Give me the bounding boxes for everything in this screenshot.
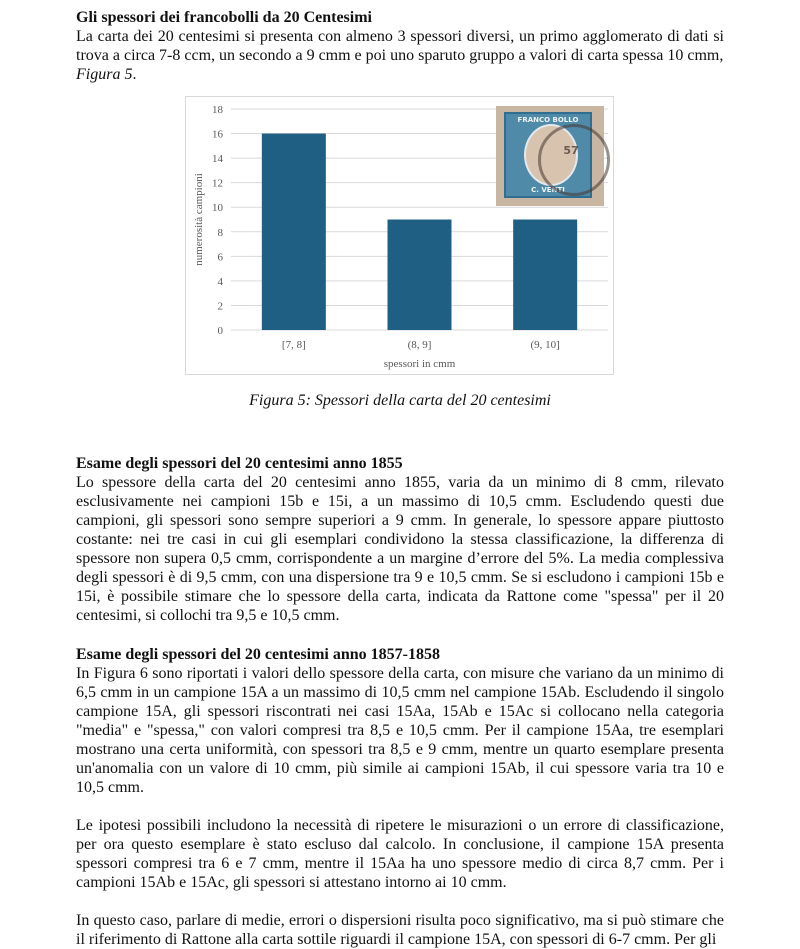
figure-caption: Figura 5: Spessori della carta del 20 centesimi <box>249 392 551 409</box>
section-heading-1855: Esame degli spessori del 20 centesimi anno 1855 <box>76 455 403 472</box>
paragraph-intro-text: La carta dei 20 centesimi si presenta con almeno 3 spessori diversi, un primo agglomerato di dati si trova a circa 7-8 ccm, un secondo a 9 cmm e poi uno sparuto gruppo a valori di carta spessa 10 cmm, <box>76 28 724 64</box>
section-heading-1857-1858: Esame degli spessori del 20 centesimi anno 1857-1858 <box>76 646 440 663</box>
paragraph-1857-c: In questo caso, parlare di medie, errori o dispersioni risulta poco significativo, ma si può stimare che il riferimento di Rattone alla carta sottile riguardi il campione 15A, con spessori di 6-7 cmm. Per gli <box>76 912 724 948</box>
x-tick-label: [7, 8] <box>281 339 306 351</box>
figure-reference-period: . <box>132 66 137 83</box>
x-tick-label: (8, 9] <box>407 339 432 351</box>
paragraph-1855: Lo spessore della carta del 20 centesimi anno 1855, varia da un minimo di 8 cmm, rilevato esclusivamente nei campioni 15b e 15i, a un massimo di 10,5 cmm. Escludendo questi due campioni, gli spessori sono sempre superiori a 9 cmm. In generale, lo spessore appare piuttosto costante: nei tre casi in cui gli esemplari condividono la stessa classificazione, la differenza di spessore non supera 0,5 cmm, corrispondente a un margine d’errore del 5%. La media complessiva degli spessori è di 9,5 cmm, con una dispersione tra 9 e 10,5 cmm. Se si escludono i campioni 15b e 15i, è possibile stimare che lo spessore della carta, indicata da Rattone come "spessa" per il 20 centesimi, si collochi tra 9,5 e 10,5 cmm. <box>76 474 724 624</box>
postmark-cancel <box>538 124 610 196</box>
figure-reference: Figura 5 <box>76 66 133 83</box>
y-tick-label: 2 <box>217 300 223 313</box>
y-tick-label: 0 <box>217 325 223 337</box>
x-tick-label: (9, 10] <box>530 339 560 351</box>
y-tick-label: 10 <box>212 202 223 215</box>
postmark-date: 57 <box>563 144 579 157</box>
bar-1 <box>388 220 452 331</box>
paragraph-1857-b: Le ipotesi possibili includono la necessità di ripetere le misurazioni o un errore di classificazione, per ora questo esemplare è stato escluso dal calcolo. In conclusione, il campione 15A presenta spessori compresi tra 6 e 7 cmm, mentre il 15Aa ha uno spessore medio di circa 8,7 cmm. Per i campioni 15Ab e 15Ac, gli spessori si attestano intorno ai 10 cmm. <box>76 817 724 891</box>
stamp-photo <box>496 106 604 206</box>
stamp-bottom-text: C. VENTI <box>531 186 565 194</box>
paragraph-1857-a: In Figura 6 sono riportati i valori dello spessore della carta, con misure che variano da un minimo di 6,5 cmm in un campione 15A a un massimo di 10,5 cmm nel campione 15Ab. Escludendo il singolo campione 15A, gli spessori riscontrati nei casi 15Aa, 15Ab e 15Ac si collocano nella categoria "media" e "spessa," con valori compresi tra 8,5 e 10,5 cmm. Per il campione 15Aa, tre esemplari mostrano una certa uniformità, con spessori tra 8,5 e 9 cmm, mentre un quarto esemplare presenta un'anomalia con un valore di 10 cmm, più simile ai campioni 15Ab, il cui spessore varia tra 10 e 10,5 cmm. <box>76 665 724 796</box>
y-tick-label: 6 <box>217 251 223 264</box>
y-tick-label: 16 <box>212 128 223 141</box>
y-tick-label: 14 <box>212 153 223 166</box>
stamp-top-text: FRANCO BOLLO <box>517 116 579 124</box>
section-heading-20-centesimi: Gli spessori dei francobolli da 20 Centesimi <box>76 9 372 26</box>
y-tick-label: 12 <box>212 177 223 190</box>
paragraph-intro <box>76 27 724 84</box>
y-axis-title: numerosità campioni <box>193 173 205 266</box>
y-tick-label: 8 <box>217 226 223 239</box>
bar-2 <box>513 220 577 331</box>
y-tick-label: 4 <box>217 275 223 288</box>
y-tick-label: 18 <box>212 104 223 116</box>
x-axis-title: spessori in cmm <box>383 358 456 370</box>
bar-0 <box>262 134 326 330</box>
